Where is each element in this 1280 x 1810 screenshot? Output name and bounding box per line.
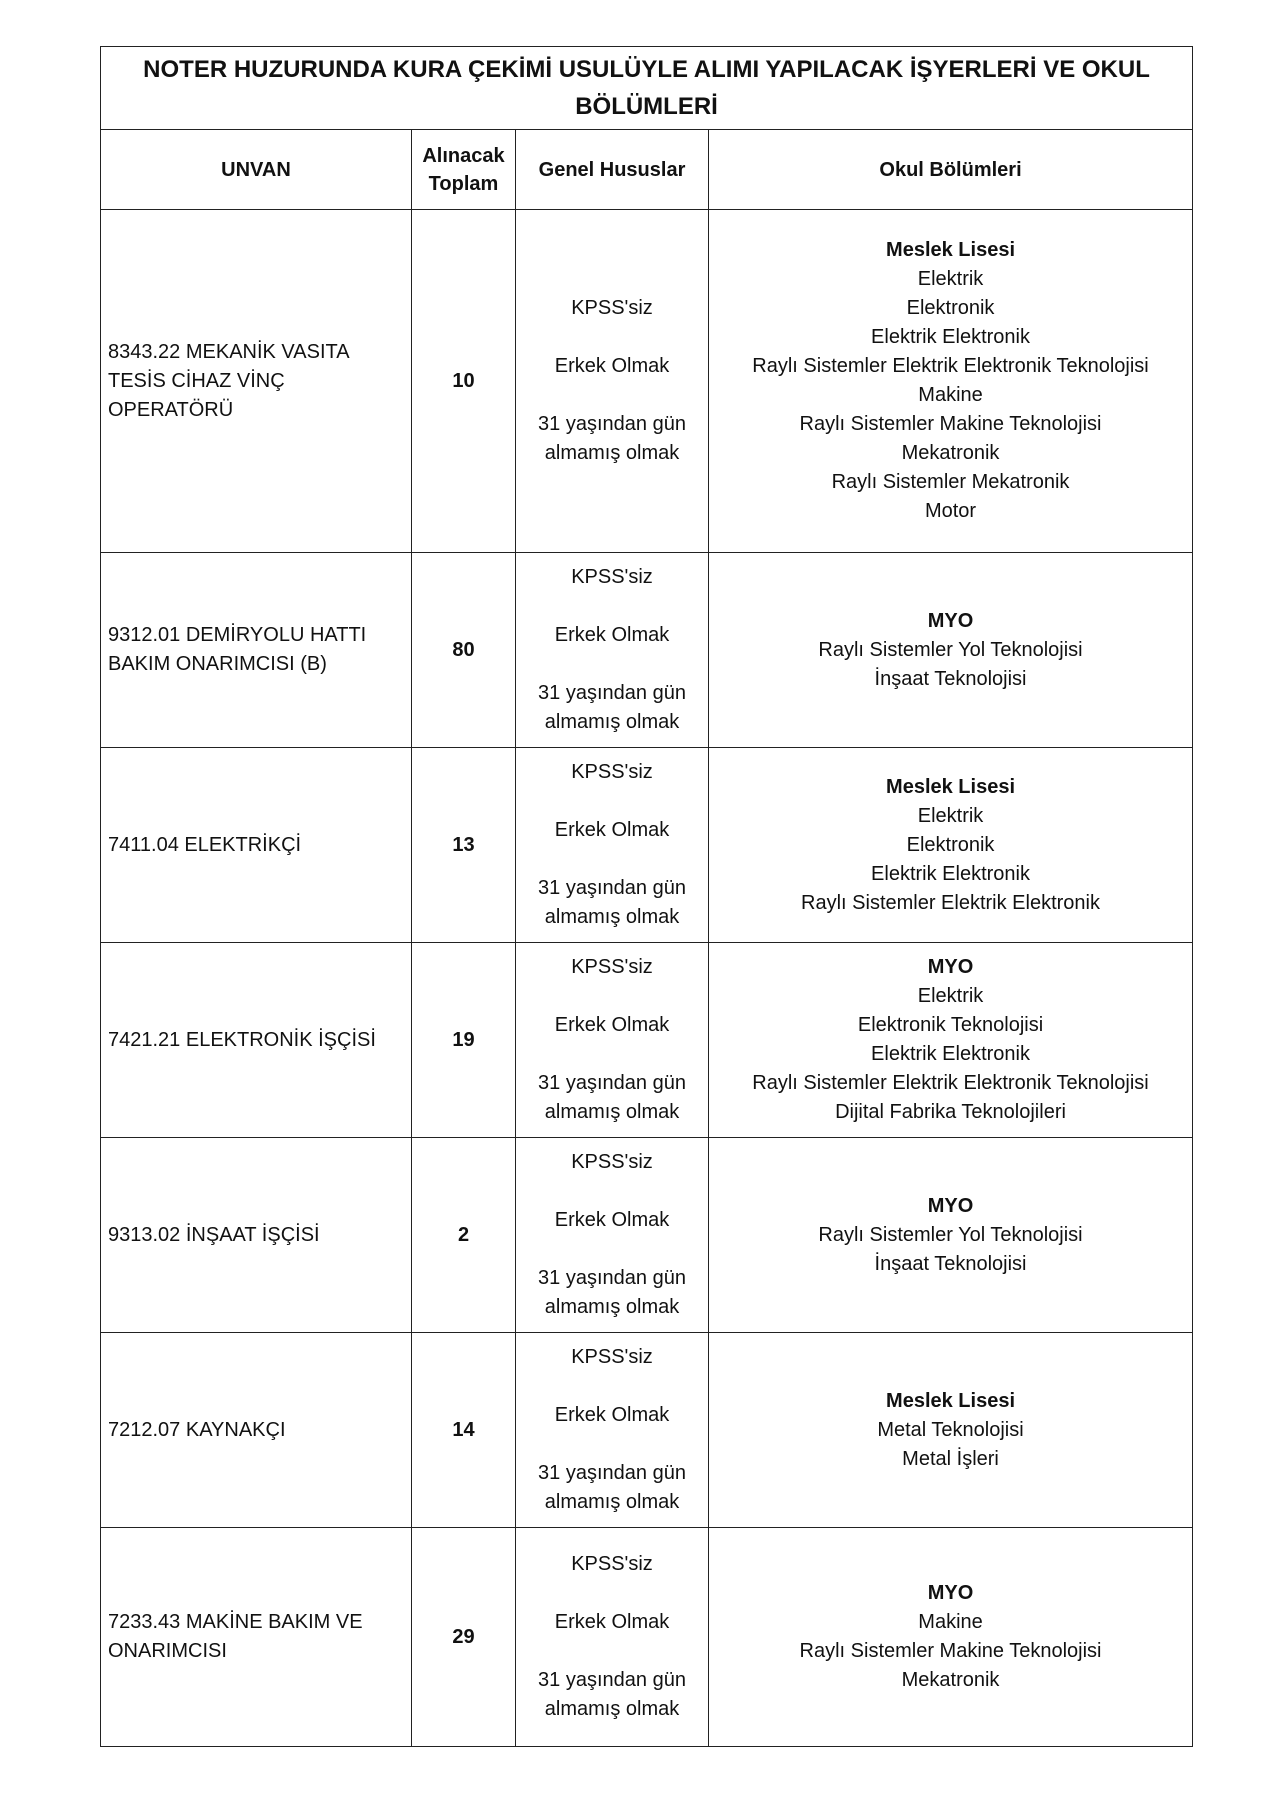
okul-heading: MYO <box>927 956 974 978</box>
genel-item: Erkek Olmak <box>554 624 670 646</box>
spacer <box>516 1040 708 1069</box>
cell-genel <box>516 1528 709 1747</box>
genel-item: KPSS'siz <box>571 297 653 319</box>
genel-item: 31 yaşından gün almamış olmak <box>538 413 686 464</box>
header-genel: Genel Hususlar <box>516 130 709 210</box>
spacer <box>516 845 708 874</box>
cell-toplam: 13 <box>412 748 516 943</box>
genel-item: KPSS'siz <box>571 1346 653 1368</box>
okul-item: Dijital Fabrika Teknolojileri <box>835 1101 1066 1123</box>
okul-item: Raylı Sistemler Elektrik Elektronik Teknolojisi <box>752 355 1149 377</box>
okul-item: Raylı Sistemler Makine Teknolojisi <box>799 1640 1102 1662</box>
cell-unvan: 7411.04 ELEKTRİKÇİ <box>101 748 412 943</box>
cell-unvan: 7233.43 MAKİNE BAKIM VE ONARIMCISI <box>101 1528 412 1747</box>
cell-okul <box>709 1528 1193 1747</box>
okul-item: Elektrik Elektronik <box>871 326 1030 348</box>
table-row <box>101 1528 1193 1747</box>
cell-toplam: 10 <box>412 210 516 553</box>
cell-genel <box>516 748 709 943</box>
table-body <box>101 210 1193 1747</box>
okul-item: Metal Teknolojisi <box>877 1418 1024 1441</box>
cell-genel <box>516 210 709 553</box>
table-row <box>101 943 1193 1138</box>
okul-item: Raylı Sistemler Mekatronik <box>831 471 1070 493</box>
genel-item: KPSS'siz <box>571 1553 653 1575</box>
genel-item: 31 yaşından gün almamış olmak <box>538 682 686 733</box>
cell-okul <box>709 553 1193 748</box>
genel-item: KPSS'siz <box>571 956 653 978</box>
jobs-table <box>100 46 1193 1747</box>
document-title: NOTER HUZURUNDA KURA ÇEKİMİ USULÜYLE ALIMI YAPILACAK İŞYERLERİ VE OKUL BÖLÜMLERİ <box>101 47 1193 130</box>
okul-item: Elektrik <box>917 804 984 827</box>
spacer <box>516 1372 708 1401</box>
okul-item: Elektronik Teknolojisi <box>857 1014 1044 1036</box>
table-row <box>101 210 1193 553</box>
cell-toplam: 29 <box>412 1528 516 1747</box>
header-toplam <box>412 130 516 210</box>
spacer <box>516 592 708 621</box>
genel-item: Erkek Olmak <box>554 1611 670 1633</box>
genel-item: KPSS'siz <box>571 566 653 588</box>
genel-item: Erkek Olmak <box>554 1209 670 1231</box>
header-row <box>101 130 1193 210</box>
genel-item: Erkek Olmak <box>554 1404 670 1426</box>
okul-item: Mekatronik <box>901 1669 1000 1691</box>
genel-item: KPSS'siz <box>571 761 653 783</box>
okul-item: Elektrik <box>917 268 984 290</box>
genel-item: 31 yaşından gün almamış olmak <box>538 1267 686 1318</box>
genel-item: Erkek Olmak <box>554 819 670 841</box>
cell-okul <box>709 748 1193 943</box>
cell-okul <box>709 1333 1193 1528</box>
okul-item: Raylı Sistemler Elektrik Elektronik <box>801 891 1100 914</box>
okul-item: Elektrik Elektronik <box>871 862 1030 885</box>
spacer <box>516 1177 708 1206</box>
cell-toplam: 14 <box>412 1333 516 1528</box>
cell-unvan: 7421.21 ELEKTRONİK İŞÇİSİ <box>101 943 412 1138</box>
cell-okul <box>709 1138 1193 1333</box>
okul-heading: Meslek Lisesi <box>886 1389 1015 1412</box>
table-row <box>101 553 1193 748</box>
okul-item: Raylı Sistemler Yol Teknolojisi <box>818 638 1083 661</box>
spacer <box>516 650 708 679</box>
genel-item: Erkek Olmak <box>554 1014 670 1036</box>
header-unvan: UNVAN <box>101 130 412 210</box>
okul-heading: MYO <box>927 609 974 632</box>
genel-item: 31 yaşından gün almamış olmak <box>538 877 686 928</box>
okul-heading: MYO <box>927 1582 974 1604</box>
genel-item: 31 yaşından gün almamış olmak <box>538 1072 686 1123</box>
spacer <box>516 381 708 410</box>
okul-item: Makine <box>918 1611 983 1633</box>
spacer <box>516 1430 708 1459</box>
genel-item: 31 yaşından gün almamış olmak <box>538 1669 686 1720</box>
spacer <box>516 787 708 816</box>
header-toplam-line2: Toplam <box>428 172 499 195</box>
table-row <box>101 748 1193 943</box>
okul-item: Elektrik Elektronik <box>871 1043 1030 1065</box>
cell-genel <box>516 1333 709 1528</box>
okul-item: Raylı Sistemler Elektrik Elektronik Teknolojisi <box>752 1072 1149 1094</box>
cell-toplam: 80 <box>412 553 516 748</box>
okul-item: Metal İşleri <box>902 1447 999 1470</box>
genel-item: 31 yaşından gün almamış olmak <box>538 1462 686 1513</box>
title-row <box>101 47 1193 130</box>
okul-heading: Meslek Lisesi <box>886 239 1015 261</box>
okul-item: İnşaat Teknolojisi <box>874 1252 1027 1275</box>
spacer <box>516 323 708 352</box>
spacer <box>516 1579 708 1608</box>
spacer <box>516 1235 708 1264</box>
okul-item: Motor <box>924 500 977 522</box>
header-okul: Okul Bölümleri <box>709 130 1193 210</box>
okul-item: Elektronik <box>906 297 995 319</box>
cell-unvan: 7212.07 KAYNAKÇI <box>101 1333 412 1528</box>
okul-heading: MYO <box>927 1194 974 1217</box>
spacer <box>516 982 708 1011</box>
okul-item: Elektronik <box>906 833 995 856</box>
cell-toplam: 19 <box>412 943 516 1138</box>
genel-item: Erkek Olmak <box>554 355 670 377</box>
okul-heading: Meslek Lisesi <box>886 775 1015 798</box>
okul-item: Makine <box>918 384 983 406</box>
header-toplam-line1: Alınacak <box>422 144 505 167</box>
table-row <box>101 1333 1193 1528</box>
cell-genel <box>516 553 709 748</box>
genel-item: KPSS'siz <box>571 1151 653 1173</box>
table-row <box>101 1138 1193 1333</box>
cell-unvan: 8343.22 MEKANİK VASITA TESİS CİHAZ VİNÇ OPERATÖRÜ <box>101 210 412 553</box>
cell-okul <box>709 210 1193 553</box>
cell-okul <box>709 943 1193 1138</box>
cell-unvan: 9313.02 İNŞAAT İŞÇİSİ <box>101 1138 412 1333</box>
okul-item: İnşaat Teknolojisi <box>874 667 1027 690</box>
spacer <box>516 1637 708 1666</box>
cell-genel <box>516 943 709 1138</box>
cell-genel <box>516 1138 709 1333</box>
okul-item: Elektrik <box>917 985 984 1007</box>
okul-item: Raylı Sistemler Yol Teknolojisi <box>818 1223 1083 1246</box>
cell-unvan: 9312.01 DEMİRYOLU HATTI BAKIM ONARIMCISI (B) <box>101 553 412 748</box>
cell-toplam: 2 <box>412 1138 516 1333</box>
okul-item: Raylı Sistemler Makine Teknolojisi <box>799 413 1102 435</box>
okul-item: Mekatronik <box>901 442 1000 464</box>
